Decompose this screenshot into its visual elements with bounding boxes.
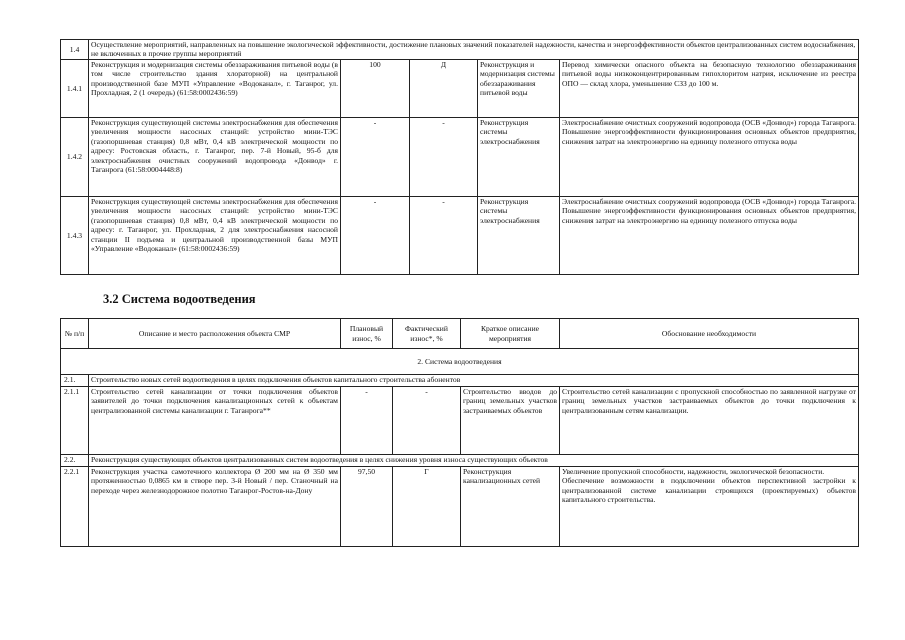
row-number: 1.4.1	[61, 60, 89, 118]
justification: Электроснабжение очистных сооружений водопровода (ОСВ «Донвод») города Таганрога. Повышение энергоэффективности функционирования основных объектов предприятия, снижения затрат на электроэнергию на единицу полезного отпуска воды	[560, 118, 859, 197]
row-number: 1.4.3	[61, 197, 89, 275]
group-title: Строительство новых сетей водоотведения в целях подключения объектов капитального строительства абонентов	[89, 375, 859, 387]
header-justification: Обоснование необходимости	[560, 319, 859, 349]
row-number: 2.1.1	[61, 387, 89, 455]
header-description: Описание и место расположения объекта СМР	[89, 319, 341, 349]
system-title: 2. Система водоотведения	[61, 349, 859, 375]
table-row	[61, 387, 859, 455]
planned-wear: 100	[341, 60, 410, 118]
actual-wear: -	[410, 118, 478, 197]
justification: Электроснабжение очистных сооружений водопровода (ОСВ «Донвод») города Таганрога. Повышение энергоэффективности функционирования основных объектов предприятия, снижения затрат на электроэнергию на единицу полезного отпуска воды	[560, 197, 859, 275]
brief-description: Реконструкция системы электроснабжения	[478, 118, 560, 197]
object-description: Строительство сетей канализации от точки подключения объектов заявителей до точки подключения канализационных сетей к объектам централизованной системы канализации г. Таганрога**	[89, 387, 341, 455]
table-row	[61, 197, 859, 275]
header-planned-wear: Плановый износ, %	[341, 319, 393, 349]
row-number: 2.2.1	[61, 467, 89, 547]
justification: Строительство сетей канализации с пропускной способностью по заявленной нагрузке от границ земельных участков застраиваемых объектов до точки подключения к централизованным сетям канализации.	[560, 387, 859, 455]
brief-description: Реконструкция канализационных сетей	[461, 467, 560, 547]
planned-wear: -	[341, 387, 393, 455]
actual-wear: Г	[393, 467, 461, 547]
table-row	[61, 467, 859, 547]
table-header-row	[61, 319, 859, 349]
row-number: 2.2.	[61, 455, 89, 467]
table-row	[61, 118, 859, 197]
group-title: Реконструкция существующих объектов централизованных систем водоотведения в целях снижения уровня износа существующих объектов	[89, 455, 859, 467]
actual-wear: Д	[410, 60, 478, 118]
object-description: Реконструкция существующей системы электроснабжения для обеспечения увеличения мощности насосных станций: устройство мини-ТЭС (газопоршневая станция) 0,8 мВт, 0,4 кВ электрической мощности по адресу: г. Таганрог, ул. Прохладная, 2 для электроснабжения насосной станции II подъема и центральной производственной базы МУП «Управление «Водоканал» (61:58:0002436:59)	[89, 197, 341, 275]
table-row	[61, 455, 859, 467]
brief-description: Реконструкция системы электроснабжения	[478, 197, 560, 275]
row-number: 1.4	[61, 40, 89, 60]
planned-wear: -	[341, 118, 410, 197]
row-number: 1.4.2	[61, 118, 89, 197]
justification-line-2: Обеспечение возможности в подключении объектов перспективной застройки к централизованной системе канализации строящихся (проектируемых) объектов капитального строительства.	[562, 476, 856, 505]
water-supply-table	[60, 39, 859, 275]
table-row	[61, 349, 859, 375]
table-row	[61, 375, 859, 387]
table-row	[61, 40, 859, 60]
justification: Перевод химически опасного объекта на безопасную технологию обеззараживания питьевой воды низкоконцентрированным гипохлоритом натрия, исключение из реестра ОПО — склад хлора, уменьшение СЗЗ до 100 м.	[560, 60, 859, 118]
object-description: Реконструкция существующей системы электроснабжения для обеспечения увеличения мощности насосных станций: устройство мини-ТЭС (газопоршневая станция) 0,8 мВт, 0,4 кВ электрической мощности по адресу: Ростовская область, г. Таганрог, пер. 7-й Новый, 95-б для электроснабжения очистных сооружений водопровода «Донвод» г. Таганрога (61:58:0004448:8)	[89, 118, 341, 197]
planned-wear: -	[341, 197, 410, 275]
header-brief: Краткое описание мероприятия	[461, 319, 560, 349]
actual-wear: -	[410, 197, 478, 275]
section-heading: 3.2 Система водоотведения	[103, 292, 256, 306]
brief-description: Строительство вводов до границ земельных участков застраиваемых объектов	[461, 387, 560, 455]
brief-description: Реконструкция и модернизация системы обеззараживания питьевой воды	[478, 60, 560, 118]
object-description: Реконструкция участка самотечного коллектора Ø 200 мм на Ø 350 мм протяженностью 0,0865 км в створе пер. 3-й Новый / пер. Станочный на переходе через железнодорожное полотно Таганрог-Ростов-на-Дону	[89, 467, 341, 547]
actual-wear: -	[393, 387, 461, 455]
header-actual-wear: Фактический износ*, %	[393, 319, 461, 349]
wastewater-table	[60, 318, 859, 547]
justification	[560, 467, 859, 547]
row-number: 2.1.	[61, 375, 89, 387]
justification-line-1: Увеличение пропускной способности, надежности, экологической безопасности.	[562, 467, 825, 476]
object-description: Реконструкция и модернизация системы обеззараживания питьевой воды (в том числе строительство здания хлораторной) на центральной производственной базе МУП «Управление «Водоканал», г. Таганрог, ул. Прохладная, 2 (1 очередь) (61:58:0002436:59)	[89, 60, 341, 118]
header-number: № п/п	[61, 319, 89, 349]
planned-wear: 97,50	[341, 467, 393, 547]
group-title: Осуществление мероприятий, направленных на повышение экологической эффективности, достижение плановых значений показателей надежности, качества и энергоэффективности объектов централизованных систем водоснабжения, не включенных в прочие группы мероприятий	[89, 40, 859, 60]
table-row	[61, 60, 859, 118]
